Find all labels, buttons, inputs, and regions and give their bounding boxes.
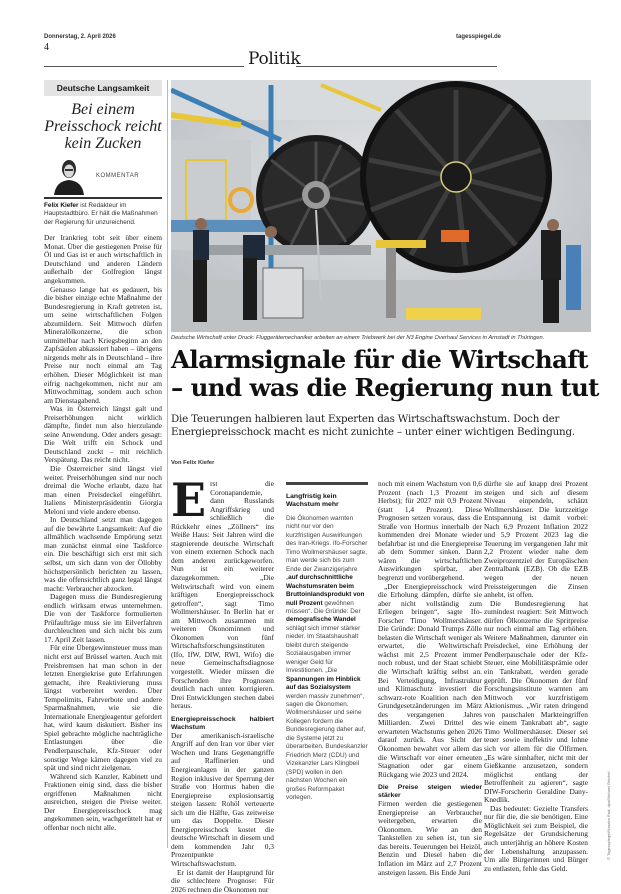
- author-name: Felix Kiefer: [44, 202, 79, 209]
- comment-paragraph: Die Österreicher sind längst viel weiter. Preiserhöhungen sind nur noch dreimal die Woche erlaubt, dazu hat man einen Preisdeckel eingeführt. Italiens Ministerpräsidentin Giorgia Meloni und viele andere ebenso.: [44, 463, 162, 516]
- drop-cap: E: [171, 473, 207, 527]
- infobox-highlight: Spannungen im Hinblick auf das Sozialsystem: [286, 675, 361, 692]
- infobox-text: [286, 515, 368, 802]
- comment-paragraph: Dagegen muss die Bundesregierung endlich wirksam etwas unternehmen. Die von der Taskforce formulierten Prüfaufträge muss sie im Eilverfahren durchleuchten und sich nicht bis zum 17. April Zeit lassen.: [44, 592, 162, 644]
- comment-paragraph: Der Irankrieg tobt seit über einem Monat. Über die gestiegenen Preise für Öl und Gas ist er auch wirtschaftlich in Deutschland und anderen Ländern außerhalb der Golfregion längst angekommen.: [44, 233, 162, 285]
- infobox-sidebar: [286, 480, 368, 802]
- header-rule-left: [44, 66, 244, 67]
- comment-paragraph: In Deutschland setzt man dagegen auf die bewährte Langsamkeit: Auf die allmählich wachsende Empörung setzt man zunächst einmal eine Taskforce ein. Die beschäftigt sich erst mit sich selbst, um sich dann von der Öllobby höchstpersönlich berichten zu lassen, was die offensichtlich ganz legal längst macht: Verbraucher abzocken.: [44, 515, 162, 593]
- article-paragraph: Das bedeutet: Gezielte Transfers nur für die, die sie benötigen. Eine Möglichkeit sei zum Beispiel, die Regelsätze der Grundsicherung auch unterjährig an höhere Kosten der Lebenshaltung anzupassen. Um alle Bürgerinnen und Bürger zu entlasten, fehle das Geld.: [484, 803, 588, 873]
- comment-column: [44, 80, 162, 833]
- avatar: [52, 157, 86, 195]
- column-divider: [167, 80, 168, 848]
- photo-credit: © Tagesspiegel/Nassim Rad; dpa/Michael Reichel: [606, 771, 611, 860]
- author-bio-text: ist Redakteur im Hauptstadtbüro. Er hält die Maßnahmen der Regierung für unzureichend.: [44, 202, 158, 226]
- photo-caption: Deutsche Wirtschaft unter Druck: Fluggerätemechaniker arbeiten an einem Triebwerk bei der N3 Engine Overhaul Services in Arnstadt in Thüringen.: [171, 335, 545, 341]
- infobox-text-part: gewöhnen müssen“. Die Gründe: Der: [286, 599, 361, 615]
- article-paragraph: Er ist damit der Hauptgrund für die schlechtere Prognose: Für 2026 rechnen die Ökonomen nur: [171, 867, 274, 894]
- article-paragraph: Der amerikanisch-israelische Angriff auf den Iran vor über vier Wochen und Irans Gegenangriffe auf Raffinerien und Energieanlagen in der ganzen Region inklusive der Sperrung der Straße von Hormus haben die Energiepreise explosionsartig steigen lassen: Rohöl verteuerte sich um die Hälfte, Gas zeitweise um das Doppelte. Dieser Energiepreisschock kostet die deutsche Wirtschaft in diesem und dem kommenden Jahr 0,3 Prozentpunkte Wirtschaftswachstum.: [171, 730, 274, 868]
- comment-paragraph: Für eine Übergewinnsteuer muss man nicht erst auf Brüssel warten. Auch mit Preisbremsen hat man schon in der letzten Energiekrise gute Erfahrungen gemacht, ihre Reaktivierung muss längst vorbereitet werden. Über Tempolimits, Fahrverbote und andere Sparmaßnahmen, wie sie die Internationale Energieagentur gefordert hat, wird kaum diskutiert. Bisher ins Spiel gebrachte mögliche nachträgliche Entlastungen über die Pendlerpauschale, Kfz-Steuer oder sonstige Wege kämen dagegen viel zu spät und sind nicht zielgenau.: [44, 643, 162, 773]
- infobox-text-part: schlägt sich immer stärker nieder. Im Staatshaushalt bleibt durch steigende Sozialausgaben immer weniger Geld für Investitionen. „Die: [286, 624, 361, 675]
- comment-paragraph: Was in Österreich längst galt und Preiserhöhungen nicht wirklich dämpfte, findet nun also hierzulande seine Anwendung. Oder anders gesagt: Die Welt trifft ein Schock und Deutschland zuckt – mit reichlich Verspätung. Das reicht nicht.: [44, 404, 162, 465]
- article-column-3: [378, 480, 482, 877]
- infobox-text-part: werden massiv zunehmen“, sagen die Ökonomen. Wollmershäuser und seine Kollegen fordern die Bundesregierung daher auf, die Systeme jetzt zu überarbeiten. Bundeskanzler Friedrich Merz (CDU) und Vizekanzler Lars Klingbeil (SPD) wollen in den nächsten Wochen ein großes Reformpaket vorlegen.: [286, 692, 368, 801]
- issue-date: Donnerstag, 2. April 2026: [44, 34, 116, 40]
- page-number: 4: [44, 42, 49, 53]
- article-subhead: Energiepreisschock halbiert Wachstum: [171, 715, 274, 731]
- article-paragraph: noch mit einem Wachstum von 0,6 Prozent (nach 1,3 Prozent im Herbst); für 2027 mit 0,9 Prozent (statt 1,4 Prozent). Diese Prognosen setzen voraus, dass die Straße von Hormus innerhalb der kommenden drei Monate wieder befahrbar ist und die Energiepreise ab dem Sommer sinken. Dann wären die wirtschaftlichen Auswirkungen spürbar, aber begrenzt und vorübergehend.: [378, 479, 482, 583]
- article-paragraph: Firmen werden die gestiegenen Energiepreise an Verbraucher weitergeben, erwarten die Ökonomen. Wie an den Tankstellen zu sehen ist, tun sie das bereits. Teuerungen bei Heizöl, Benzin und Diesel haben die Inflation im März auf 2,7 Prozent ansteigen lassen. Bis Ende Juni: [378, 799, 483, 877]
- author-box: [44, 157, 162, 199]
- article-byline: Von Felix Kiefer: [171, 460, 215, 466]
- article-deck: Die Teuerungen halbieren laut Experten das Wirtschaftswachstum. Doch der Energiepreisschock macht es nicht zunichte – unter einer wichtigen Bedingung.: [171, 413, 575, 438]
- lead-text: rst die Coronapandemie, dann Russlands Angriffskrieg und schließlich die Rückkehr eines „Zöllners“ ins Weiße Haus: Seit Jahren wird die stagnierende deutsche Wirtschaft von einem externen Schock nach dem anderen zurückgeworfen. Nun ist ein weiterer dazugekommen. „Die Weltwirtschaft wird von einem kräftigen Energiepreisschock getroffen“, sagt Timo Wollmershäuser. In Berlin hat er am Mittwoch zusammen mit weiteren Ökonominnen und Ökonomen von fünf Wirtschaftsforschungsinstituten (Ifo, IfW, DIW, RWI, Wifo) die neue Gemeinschaftsdiagnose vorgestellt. Wieder müssen die Forschenden ihre Prognosen deutlich nach unten korrigieren. Drei Entwicklungen stechen dabei heraus.: [171, 479, 274, 711]
- comment-kicker: Deutsche Langsamkeit: [44, 80, 162, 96]
- article-paragraph: „Der Energiepreisschock wird die Erholung dämpfen, dürfte sie aber nicht vollständig zum Erliegen bringen“, sagte Ifo-Forscher Timo Wollmershäuser. Die Gründe: Donald Trumps Zölle belasten die Wirtschaft weniger als erwartet, die Weltwirtschaft wächst mit 2,5 Prozent immer noch robust, und der Staat schiebt die Wirtschaft kräftig selbst an. Bei Verteidigung, Infrastruktur und Klimaschutz investiert die schwarz-rote Koalition nach den Grundgesetzänderungen im März des vergangenen Jahres Milliarden. Zwei Drittel des erwarteten Wachstums gehen 2026 darauf zurück. Aus Sicht der Ökonomen bewahrt vor allem das die Wirtschaft vor einer erneuten Stagnation oder gar einem Rückgang wie 2023 und 2024.: [378, 581, 482, 779]
- header-rule-right: [296, 66, 497, 67]
- article-paragraph: Die Bundesregierung hat zumindest reagiert: Seit Mittwoch dürfen Ölkonzerne die Spritpreise nur noch einmal am Tag erhöhen. Weitere Maßnahmen, darunter ein Preisdeckel, eine Erhöhung der Pendlerpauschale oder der Kfz-Steuer, eine Mobilitätsprämie oder ein Tankrabatt, werden gerade geprüft. Die Ökonomen der fünf Forschungsinstitute warnten am Mittwoch vor kurzfristigem Aktionismus. „Wir raten dringend von pauschalen Markteingriffen wie einem Tankrabatt ab“, sagte Timo Wollmershäuser. Dieser sei teuer sowie ineffektiv und lohne sich vor allem für die Ölfirmen. „Es wäre sinnhafter, nicht mit der Gießkanne anzusetzen, sondern möglichst entlang der Betroffenheit zu agieren“, sagte DIW-Forscherin Geraldine Dany-Knedlik.: [484, 598, 588, 805]
- site-url[interactable]: tagesspiegel.de: [456, 34, 502, 40]
- section-title: Politik: [248, 49, 301, 69]
- article-photo[interactable]: [171, 80, 591, 332]
- infobox-highlight: auf durchschnittliche Wachstumsraten beim Bruttoinlandsprodukt von null Prozent: [286, 574, 365, 607]
- article-column-4: [484, 480, 588, 873]
- article-column-1: [171, 473, 274, 894]
- article-paragraph: dürfte sie auf knapp drei Prozent steigen und sich auf diesem Niveau einpendeln, schätzt Wollmershäuser. Die kurzzeitige Entspannung ist damit vorbei: Nach 6,9 Prozent Inflation 2022 und 5,9 Prozent 2023 lag die Teuerung im vergangenen Jahr mit 2,2 Prozent wieder nahe dem Zweiprozentziel der Europäischen Zentralbank (EZB). Ob die EZB wegen der neuen Preissteigerungen die Zinsen anhebt, ist offen.: [484, 479, 588, 600]
- article-headline: Alarmsignale für die Wirtschaft – und was die Regierung nun tut: [171, 345, 599, 402]
- engine-workshop-image: [171, 80, 591, 332]
- article-paragraph: [171, 473, 274, 711]
- comment-paragraph: Während sich Kanzler, Kabinett und Fraktionen einig sind, dass die bisher ergriffenen Maßnahmen nicht ausreichen, steigen die Preise weiter. Der Energiepreisschock mag angekommen sein, wachgerüttelt hat er offenbar noch nicht alle.: [44, 771, 162, 832]
- infobox-rule: [286, 482, 368, 485]
- infobox-title: Langfristig kein Wachstum mehr: [286, 493, 339, 508]
- comment-title: Bei einem Preisschock reicht kein Zucken: [44, 101, 162, 152]
- infobox-text-part: Die Ökonomen warnten nicht nur vor den kurzfristigen Auswirkungen des Iran-Kriegs. Ifo-Forscher Timo Wollmershäuser sagte, man werde sich bis zum Ende der Zwanzigerjahre „: [286, 515, 368, 582]
- comment-label: KOMMENTAR: [96, 173, 140, 179]
- infobox-highlight: demografische Wandel: [286, 616, 356, 624]
- comment-body: [44, 234, 162, 832]
- article-subhead: Die Preise steigen wieder stärker: [378, 784, 482, 800]
- author-bio: [44, 202, 162, 227]
- comment-paragraph: Genauso lange hat es gedauert, bis die bisher einzige echte Maßnahme der Bundesregierung in Kraft getreten ist, um seine wirtschaftlichen Folgen abzumildern. Seit Mittwoch dürfen Mineralölkonzerne, die schon unmittelbar nach Kriegsbeginn an den Zapfsäulen abkassiert haben – übrigens nirgends mehr als in Deutschland – ihre Preise nur noch einmal am Tag erhöhen. Dieser Möglichkeit ist man eifrig nachgekommen, nicht nur am Mittwochmittag, sondern auch schon am Dienstagabend.: [44, 284, 162, 405]
